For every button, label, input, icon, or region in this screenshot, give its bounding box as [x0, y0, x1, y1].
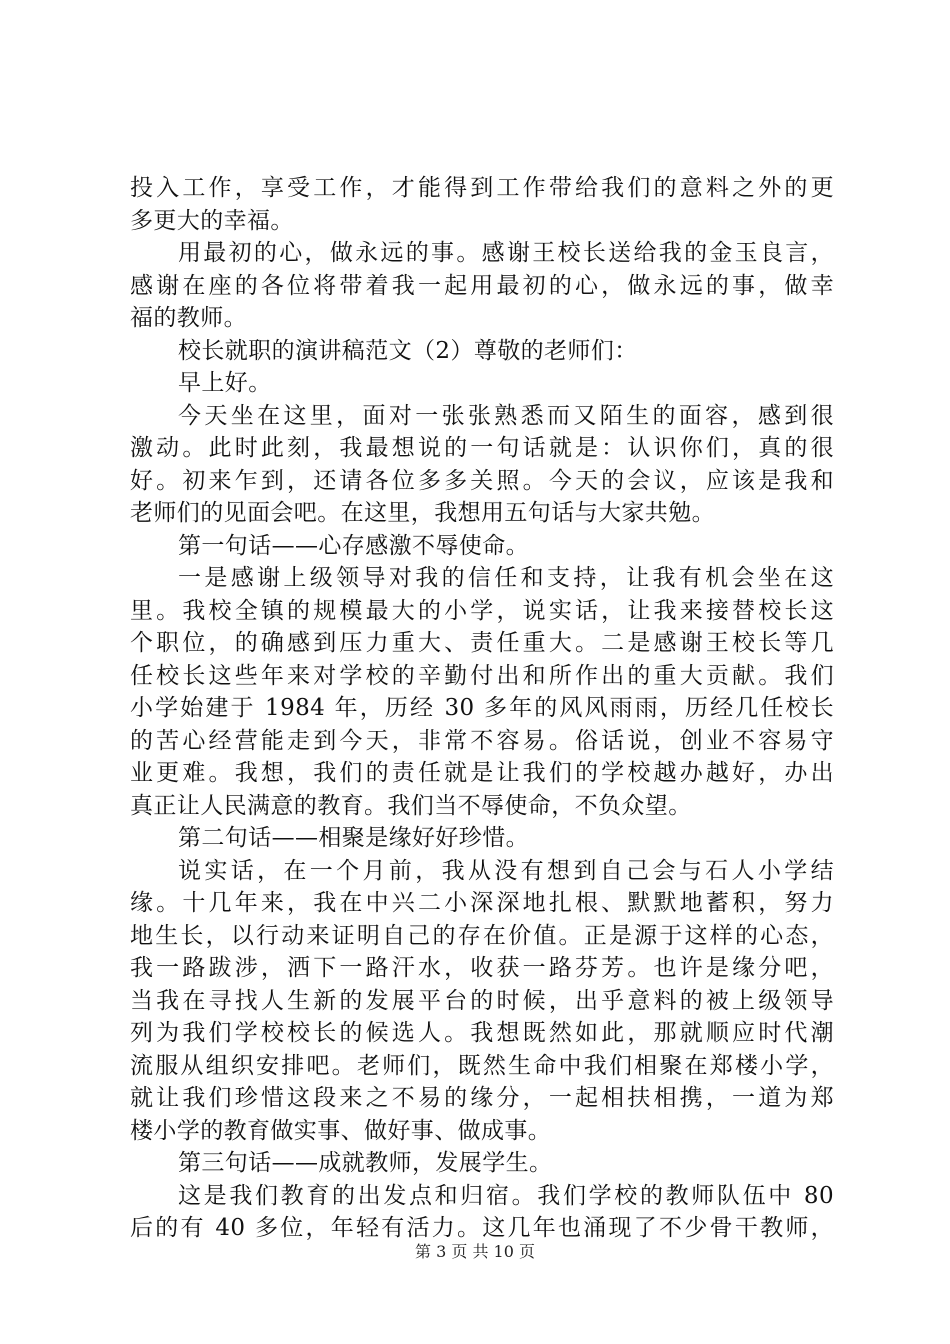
text-line: 投入工作，享受工作，才能得到工作带给我们的意料之外的更 — [130, 175, 834, 201]
text-line: 这是我们教育的出发点和归宿。我们学校的教师队伍中 80 — [178, 1182, 834, 1209]
text-line: 校长就职的演讲稿范文（2）尊敬的老师们： — [178, 337, 638, 364]
text-line: 当我在寻找人生新的发展平台的时候，出乎意料的被上级领导 — [130, 987, 834, 1014]
text-line: 早上好。 — [178, 370, 272, 396]
text-line: 任校长这些年来对学校的辛勤付出和所作出的重大贡献。我们 — [130, 662, 834, 689]
text-line: 业更难。我想，我们的责任就是让我们的学校越办越好，办出 — [130, 760, 834, 786]
text-line: 真正让人民满意的教育。我们当不辱使命，不负众望。 — [130, 792, 692, 819]
text-line: 说实话，在一个月前，我从没有想到自己会与石人小学结 — [178, 857, 834, 884]
text-line: 列为我们学校校长的候选人。我想既然如此，那就顺应时代潮 — [130, 1020, 834, 1046]
text-line: 福的教师。 — [130, 305, 247, 331]
text-line: 激动。此时此刻，我最想说的一句话就是：认识你们，真的很 — [130, 435, 834, 461]
text-line: 流服从组织安排吧。老师们，既然生命中我们相聚在郑楼小学， — [130, 1052, 834, 1079]
text-line: 个职位，的确感到压力重大、责任重大。二是感谢王校长等几 — [130, 630, 834, 656]
text-line: 的苦心经营能走到今天，非常不容易。俗话说，创业不容易守 — [130, 727, 834, 754]
text-line: 老师们的见面会吧。在这里，我想用五句话与大家共勉。 — [130, 500, 715, 526]
document-body — [130, 172, 834, 1245]
text-line: 好。初来乍到，还请各位多多关照。今天的会议，应该是我和 — [130, 467, 834, 494]
text-line: 地生长，以行动来证明自己的存在价值。正是源于这样的心态， — [130, 922, 834, 949]
text-line: 第三句话——成就教师，发展学生。 — [178, 1150, 553, 1176]
text-line: 第二句话——相聚是缘好好珍惜。 — [178, 825, 529, 851]
text-line: 用最初的心，做永远的事。感谢王校长送给我的金玉良言， — [178, 240, 834, 266]
page-footer: 第 3 页 共 10 页 — [415, 1242, 535, 1261]
text-line: 一是感谢上级领导对我的信任和支持，让我有机会坐在这 — [178, 565, 834, 591]
text-line: 多更大的幸福。 — [130, 207, 294, 234]
text-line: 楼小学的教育做实事、做好事、做成事。 — [130, 1117, 552, 1144]
text-line: 就让我们珍惜这段来之不易的缘分，一起相扶相携，一道为郑 — [130, 1085, 834, 1111]
text-line: 今天坐在这里，面对一张张熟悉而又陌生的面容，感到很 — [178, 402, 834, 429]
text-line: 缘。十几年来，我在中兴二小深深地扎根、默默地蓄积，努力 — [130, 890, 834, 916]
text-line: 感谢在座的各位将带着我一起用最初的心，做永远的事，做幸 — [130, 272, 834, 299]
text-line: 我一路跋涉，洒下一路汗水，收获一路芬芳。也许是缘分吧， — [130, 955, 834, 981]
text-line: 后的有 40 多位，年轻有活力。这几年也涌现了不少骨干教师， — [130, 1215, 834, 1241]
text-line: 里。我校全镇的规模最大的小学，说实话，让我来接替校长这 — [130, 597, 834, 624]
text-line: 小学始建于 1984 年，历经 30 多年的风风雨雨，历经几任校长 — [130, 695, 834, 721]
text-line: 第一句话——心存感激不辱使命。 — [178, 532, 529, 559]
